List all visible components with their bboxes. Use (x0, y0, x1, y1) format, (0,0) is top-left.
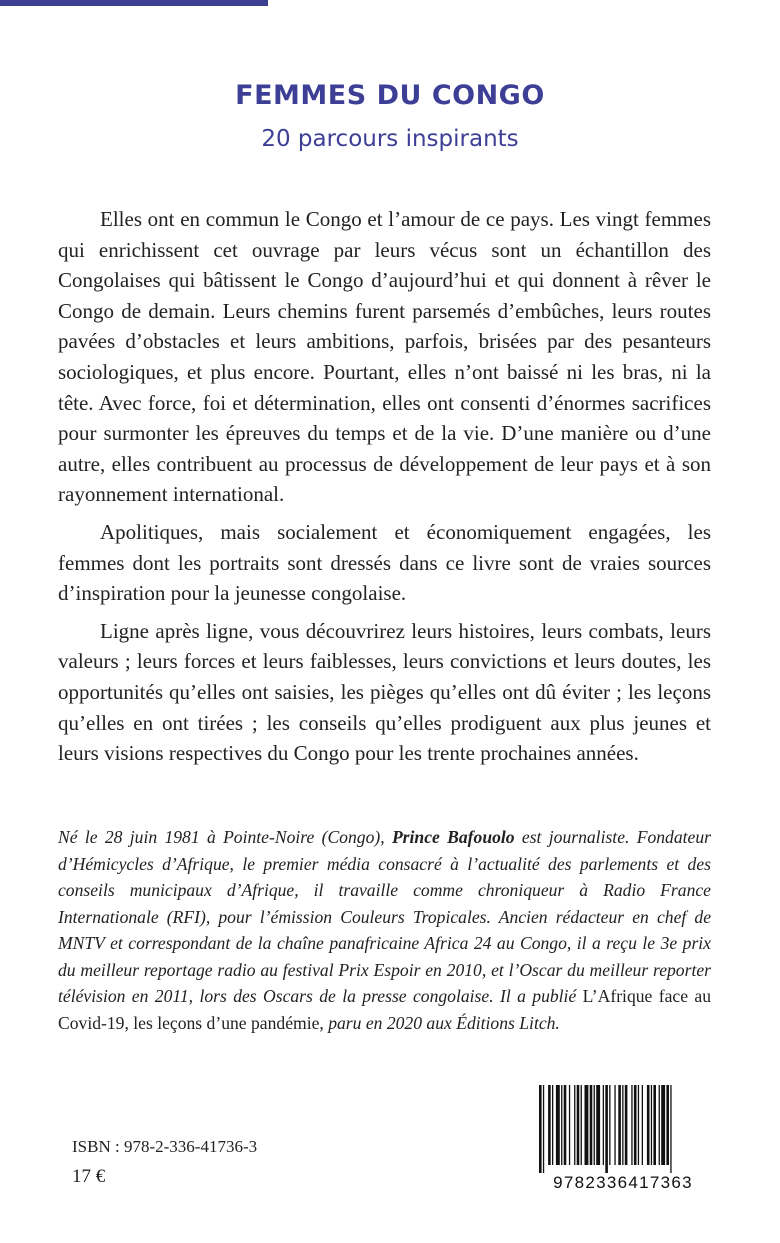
bio-text: Né le 28 juin 1981 à Pointe-Noire (Congo), (58, 827, 392, 847)
barcode-bar (651, 1085, 652, 1165)
barcode-bar (594, 1085, 595, 1165)
author-bio (58, 824, 711, 1036)
barcode-bar (653, 1085, 656, 1165)
summary-paragraph: Elles ont en commun le Congo et l’amour de ce pays. Les vingt femmes qui enrichissent cet ouvrage par leurs vécus sont un échantillon des Congolaises qui bâtissent le Congo d’aujourd’hui et qui donnent à rêver le Congo de demain. Leurs chemins furent parsemés d’embûches, leurs routes pavées d’obstacles et leurs ambitions, parfois, brisées par des pesanteurs sociologiques, et plus encore. Pourtant, elles n’ont baissé ni les bras, ni la tête. Avec force, foi et détermination, elles ont consenti d’énormes sacrifices pour surmonter les épreuves du temps et de la vie. D’une manière ou d’une autre, elles contribuent au processus de développement de leur pays et à son rayonnement international. (58, 207, 711, 507)
barcode-bars (531, 1085, 715, 1173)
barcode-bar (618, 1085, 621, 1165)
barcode-bar (605, 1085, 608, 1173)
author-name: Prince Bafouolo (391, 827, 515, 847)
barcode-bar (543, 1085, 544, 1173)
top-accent-bar (0, 0, 268, 6)
bio-text: paru en 2020 aux Éditions Litch. (323, 1012, 560, 1033)
barcode-bar (539, 1085, 542, 1173)
barcode-bar (670, 1085, 671, 1173)
barcode-bar (647, 1085, 650, 1165)
price-text: 17 € (72, 1166, 106, 1187)
barcode-bar (634, 1085, 637, 1165)
barcode-bar (569, 1085, 570, 1165)
barcode-bar (581, 1085, 582, 1165)
barcode-bar (556, 1085, 560, 1165)
barcode-bar (577, 1085, 580, 1165)
summary-paragraph: Apolitiques, mais socialement et économiquement engagées, les femmes dont les portraits sont dressés dans ce livre sont de vraies sources d’inspiration pour la jeunesse congolaise. (58, 519, 711, 606)
barcode-bar (564, 1085, 567, 1165)
barcode-bar (590, 1085, 593, 1165)
barcode-bar (622, 1085, 623, 1165)
barcode-bar (585, 1085, 589, 1165)
barcode-bar (548, 1085, 551, 1165)
barcode-bar (596, 1085, 600, 1165)
barcode-bar (561, 1085, 562, 1165)
barcode-bar (661, 1085, 665, 1165)
barcode-bar (609, 1085, 610, 1165)
barcode-bar (666, 1085, 669, 1165)
barcode-bar (631, 1085, 632, 1165)
barcode-bar (638, 1085, 639, 1165)
barcode-digits: 9782336417363 (553, 1173, 693, 1192)
isbn-text: ISBN : 978-2-336-41736-3 (72, 1137, 258, 1156)
book-reference: L’Afrique face au Covid-19, les leçons d’une pandémie, (58, 986, 711, 1033)
bio-text: est journaliste. Fondateur d’Hémicycles d’Afrique, le premier média consacré à l’actualité des parlements et des conseils municipaux d’Afrique, il travaille comme chroniqueur à Radio France Internationale (RFI), pour l’émission Couleurs Tropicales. Ancien rédacteur en chef de MNTV et correspondant de la chaîne panafricaine Africa 24 au Congo, il a reçu le 3e prix du meilleur reportage radio au festival Prix Espoir en 2010, et l’Oscar du meilleur reporter télévision en 2011, lors des Oscars de la presse congolaise. Il a publié (58, 827, 711, 1006)
barcode-bar (614, 1085, 615, 1165)
summary-paragraph: Ligne après ligne, vous découvrirez leurs histoires, leurs combats, leurs valeurs ; leurs forces et leurs faiblesses, leurs convictions et leurs doutes, les opportunités qu’elles ont saisies, les pièges qu’elles ont dû éviter ; les leçons qu’elles en ont tirées ; les conseils qu’elles prodiguent aux plus jeunes et leurs visions respectives du Congo pour les trente prochaines années. (58, 618, 711, 766)
barcode-bar (574, 1085, 575, 1165)
barcode-bar (659, 1085, 660, 1165)
barcode-bar (552, 1085, 553, 1165)
book-title: FEMMES DU CONGO (235, 80, 545, 111)
book-subtitle: 20 parcours inspirants (261, 126, 519, 152)
summary-text (58, 204, 711, 776)
barcode-bar (625, 1085, 628, 1165)
barcode-bar (642, 1085, 643, 1165)
barcode-bar (603, 1085, 604, 1165)
